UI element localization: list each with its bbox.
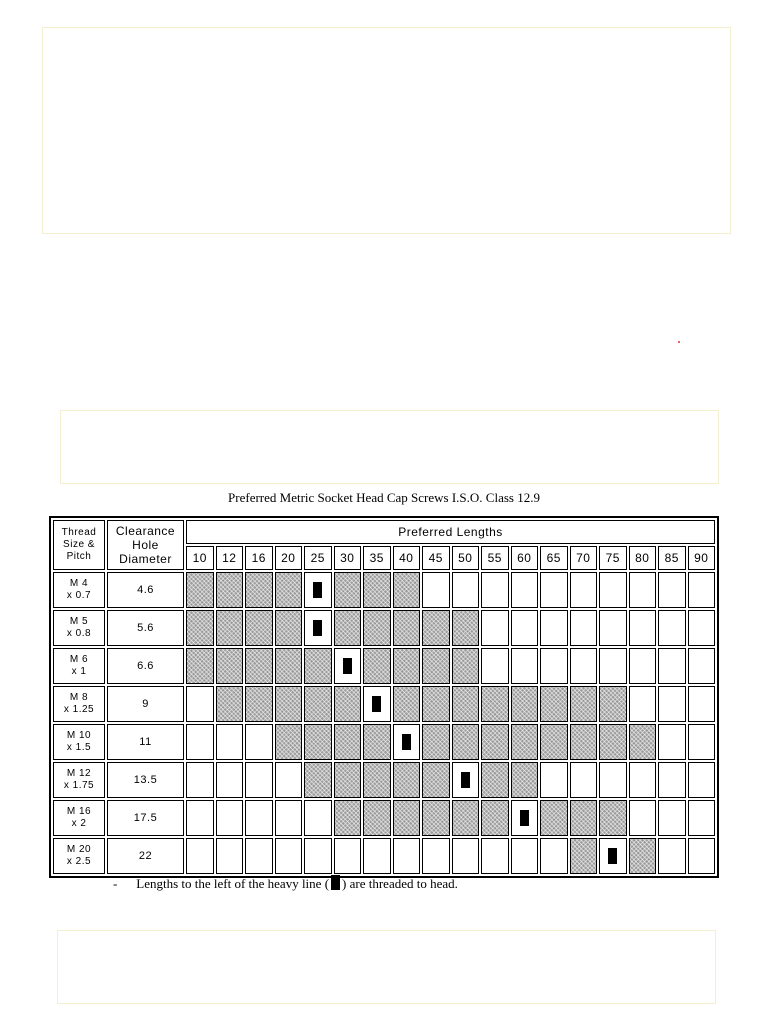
thread-size-line: x 2.5 [66, 856, 92, 867]
table-row [53, 572, 715, 608]
stock-length-cell [304, 686, 332, 722]
length-cell [570, 648, 598, 684]
heavy-line-marker [402, 734, 411, 750]
thread-size-cell [53, 572, 105, 608]
length-cell [658, 838, 686, 874]
length-header-55: 55 [481, 546, 509, 570]
length-header-35: 35 [363, 546, 391, 570]
footnote-dash: - [113, 876, 118, 891]
stock-length-cell [393, 610, 421, 646]
stock-length-cell [540, 800, 568, 836]
length-cell [570, 572, 598, 608]
clearance-header-line: Diameter [119, 552, 172, 566]
stock-length-cell [422, 610, 450, 646]
length-cell [393, 724, 421, 760]
length-cell [688, 762, 716, 798]
stock-length-cell [481, 762, 509, 798]
length-cell [304, 800, 332, 836]
table-row [53, 724, 715, 760]
footnote-text-after: ) are threaded to head. [342, 876, 458, 891]
length-cell [216, 800, 244, 836]
length-cell [540, 762, 568, 798]
stock-length-cell [245, 572, 273, 608]
stock-length-cell [481, 724, 509, 760]
thread-size-line: M 20 [66, 844, 92, 855]
length-header-90: 90 [688, 546, 716, 570]
length-cell [688, 572, 716, 608]
footnote [113, 875, 458, 892]
thread-size-cell [53, 762, 105, 798]
thread-size-line: x 1 [71, 666, 87, 677]
stock-length-cell [245, 610, 273, 646]
stock-length-cell [422, 800, 450, 836]
length-header-85: 85 [658, 546, 686, 570]
length-cell [629, 800, 657, 836]
stock-length-cell [452, 800, 480, 836]
length-cell [216, 838, 244, 874]
length-cell [245, 838, 273, 874]
stock-length-cell [511, 724, 539, 760]
stock-length-cell [334, 762, 362, 798]
table-row [53, 686, 715, 722]
thread-size-line: x 0.8 [66, 628, 92, 639]
stock-length-cell [422, 648, 450, 684]
stock-length-cell [216, 610, 244, 646]
length-cell [658, 610, 686, 646]
length-cell [629, 686, 657, 722]
length-cell [570, 610, 598, 646]
stock-length-cell [216, 648, 244, 684]
length-header-80: 80 [629, 546, 657, 570]
clearance-diameter-cell: 11 [107, 724, 184, 760]
length-cell [363, 686, 391, 722]
length-cell [186, 838, 214, 874]
stock-length-cell [334, 610, 362, 646]
length-cell [216, 724, 244, 760]
length-cell [599, 762, 627, 798]
length-cell [422, 572, 450, 608]
length-cell [481, 648, 509, 684]
blank-region-bottom [57, 930, 716, 1004]
clearance-header-line: Hole [132, 538, 159, 552]
stock-length-cell [245, 648, 273, 684]
thread-size-line: M 8 [69, 692, 89, 703]
stock-length-cell [334, 572, 362, 608]
thread-size-line: x 2 [71, 818, 87, 829]
stock-length-cell [452, 724, 480, 760]
thread-size-cell [53, 610, 105, 646]
length-cell [658, 762, 686, 798]
stock-length-cell [186, 572, 214, 608]
stock-length-cell [304, 648, 332, 684]
stock-length-cell [452, 648, 480, 684]
stock-length-cell [363, 762, 391, 798]
stock-length-cell [304, 762, 332, 798]
stock-length-cell [186, 648, 214, 684]
length-header-30: 30 [334, 546, 362, 570]
blank-region-middle [60, 410, 719, 484]
length-cell [334, 838, 362, 874]
length-header-16: 16 [245, 546, 273, 570]
stock-length-cell [393, 572, 421, 608]
stray-mark [678, 341, 680, 343]
thread-size-cell [53, 800, 105, 836]
thread-size-line: M 6 [69, 654, 89, 665]
length-cell [393, 838, 421, 874]
length-header-25: 25 [304, 546, 332, 570]
stock-length-cell [629, 838, 657, 874]
table-caption: Preferred Metric Socket Head Cap Screws I.S.O. Class 12.9 [228, 490, 540, 505]
stock-length-cell [363, 800, 391, 836]
length-cell [599, 610, 627, 646]
clearance-diameter-cell: 22 [107, 838, 184, 874]
heavy-line-marker [608, 848, 617, 864]
length-cell [570, 762, 598, 798]
clearance-diameter-cell: 5.6 [107, 610, 184, 646]
length-cell [304, 838, 332, 874]
length-cell [629, 610, 657, 646]
clearance-header [107, 520, 184, 570]
heavy-line-marker [313, 620, 322, 636]
thread-size-cell [53, 686, 105, 722]
preferred-lengths-header: Preferred Lengths [186, 520, 715, 544]
length-cell [275, 800, 303, 836]
length-cell [186, 724, 214, 760]
length-header-20: 20 [275, 546, 303, 570]
stock-length-cell [245, 686, 273, 722]
length-cell [540, 838, 568, 874]
stock-length-cell [275, 648, 303, 684]
stock-length-cell [481, 800, 509, 836]
length-cell [186, 762, 214, 798]
stock-length-cell [511, 686, 539, 722]
heavy-line-marker [313, 582, 322, 598]
length-cell [599, 838, 627, 874]
stock-length-cell [363, 648, 391, 684]
length-cell [629, 648, 657, 684]
thread-size-line: x 1.75 [63, 780, 95, 791]
clearance-diameter-cell: 13.5 [107, 762, 184, 798]
stock-length-cell [422, 762, 450, 798]
stock-length-cell [363, 724, 391, 760]
stock-length-cell [363, 610, 391, 646]
stock-length-cell [570, 838, 598, 874]
stock-length-cell [599, 800, 627, 836]
thread-size-line: M 12 [66, 768, 92, 779]
length-cell [599, 648, 627, 684]
stock-length-cell [422, 724, 450, 760]
blank-region-top [42, 27, 731, 234]
length-cell [363, 838, 391, 874]
length-cell [334, 648, 362, 684]
length-cell [511, 838, 539, 874]
clearance-diameter-cell: 17.5 [107, 800, 184, 836]
table-row [53, 762, 715, 798]
table-row [53, 838, 715, 874]
length-cell [275, 838, 303, 874]
length-header-40: 40 [393, 546, 421, 570]
thread-size-header [53, 520, 105, 570]
table-body [53, 572, 715, 874]
clearance-header-line: Clearance [115, 524, 176, 538]
length-header-75: 75 [599, 546, 627, 570]
stock-length-cell [186, 610, 214, 646]
stock-length-cell [452, 686, 480, 722]
length-header-45: 45 [422, 546, 450, 570]
stock-length-cell [275, 724, 303, 760]
stock-length-cell [275, 686, 303, 722]
length-cell [304, 610, 332, 646]
stock-length-cell [393, 686, 421, 722]
stock-length-cell [216, 572, 244, 608]
length-cell [481, 610, 509, 646]
stock-length-cell [304, 724, 332, 760]
stock-length-cell [599, 686, 627, 722]
stock-length-cell [629, 724, 657, 760]
heavy-line-marker [372, 696, 381, 712]
length-cell [658, 724, 686, 760]
screw-length-table [49, 516, 719, 878]
length-header-12: 12 [216, 546, 244, 570]
length-cell [245, 724, 273, 760]
thread-size-cell [53, 838, 105, 874]
length-cell [452, 762, 480, 798]
stock-length-cell [570, 686, 598, 722]
length-cell [599, 572, 627, 608]
length-cell [481, 838, 509, 874]
length-cell [688, 648, 716, 684]
thread-size-cell [53, 648, 105, 684]
length-cell [481, 572, 509, 608]
length-cell [540, 610, 568, 646]
thread-size-line: x 0.7 [66, 590, 92, 601]
length-cell [688, 724, 716, 760]
stock-length-cell [363, 572, 391, 608]
length-cell [658, 800, 686, 836]
clearance-diameter-cell: 9 [107, 686, 184, 722]
length-cell [629, 762, 657, 798]
thread-size-line: x 1.5 [66, 742, 92, 753]
length-cell [688, 838, 716, 874]
length-cell [688, 610, 716, 646]
length-cell [511, 572, 539, 608]
stock-length-cell [422, 686, 450, 722]
length-header-70: 70 [570, 546, 598, 570]
length-cell [688, 686, 716, 722]
stock-length-cell [216, 686, 244, 722]
stock-length-cell [334, 800, 362, 836]
stock-length-cell [599, 724, 627, 760]
stock-length-cell [452, 610, 480, 646]
thread-size-line: M 4 [69, 578, 89, 589]
stock-length-cell [540, 686, 568, 722]
thread-size-line: x 1.25 [63, 704, 95, 715]
length-cell [540, 572, 568, 608]
length-cell [511, 648, 539, 684]
length-cell [688, 800, 716, 836]
heavy-line-symbol [331, 875, 340, 890]
stock-length-cell [393, 648, 421, 684]
length-header-10: 10 [186, 546, 214, 570]
stock-length-cell [393, 800, 421, 836]
thread-header-line: Size & [63, 539, 95, 550]
length-cell [658, 572, 686, 608]
length-cell [422, 838, 450, 874]
thread-size-line: M 10 [66, 730, 92, 741]
thread-header-line: Thread [61, 527, 97, 538]
length-cell [629, 572, 657, 608]
heavy-line-marker [461, 772, 470, 788]
stock-length-cell [334, 686, 362, 722]
stock-length-cell [570, 724, 598, 760]
length-cell [245, 800, 273, 836]
length-header-60: 60 [511, 546, 539, 570]
table-row [53, 800, 715, 836]
table-row [53, 648, 715, 684]
length-cell [540, 648, 568, 684]
length-cell [658, 648, 686, 684]
length-header-50: 50 [452, 546, 480, 570]
stock-length-cell [570, 800, 598, 836]
thread-size-cell [53, 724, 105, 760]
stock-length-cell [275, 572, 303, 608]
length-cell [186, 800, 214, 836]
stock-length-cell [275, 610, 303, 646]
stock-length-cell [393, 762, 421, 798]
clearance-diameter-cell: 4.6 [107, 572, 184, 608]
stock-length-cell [334, 724, 362, 760]
thread-size-line: M 5 [69, 616, 89, 627]
clearance-diameter-cell: 6.6 [107, 648, 184, 684]
length-cell [275, 762, 303, 798]
length-cell [452, 572, 480, 608]
table-row [53, 610, 715, 646]
heavy-line-marker [520, 810, 529, 826]
length-cell [658, 686, 686, 722]
thread-header-line: Pitch [66, 551, 92, 562]
heavy-line-marker [343, 658, 352, 674]
footnote-text-before: Lengths to the left of the heavy line ( [136, 876, 330, 891]
stock-length-cell [540, 724, 568, 760]
stock-length-cell [481, 686, 509, 722]
length-cell [216, 762, 244, 798]
length-header-65: 65 [540, 546, 568, 570]
length-cell [511, 800, 539, 836]
thread-size-line: M 16 [66, 806, 92, 817]
length-cell [452, 838, 480, 874]
length-cell [511, 610, 539, 646]
length-cell [304, 572, 332, 608]
stock-length-cell [511, 762, 539, 798]
length-cell [245, 762, 273, 798]
length-cell [186, 686, 214, 722]
